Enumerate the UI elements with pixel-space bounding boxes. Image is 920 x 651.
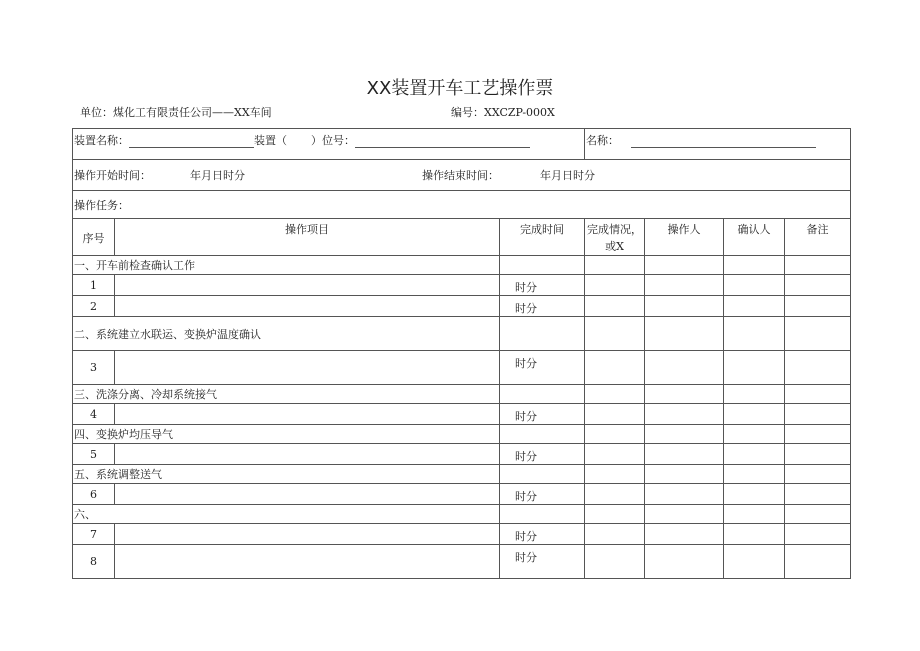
header-seq: 序号: [73, 219, 115, 256]
header-confirmer: 确认人: [724, 219, 785, 256]
unit-label: 单位：煤化工有限责任公司——XX车间: [80, 106, 272, 119]
status-cell[interactable]: [585, 296, 645, 317]
status-cell[interactable]: [585, 351, 645, 385]
header-status: [585, 219, 645, 256]
time-cell: 时分: [500, 444, 585, 465]
note-cell[interactable]: [785, 425, 851, 444]
confirmer-cell[interactable]: [724, 256, 785, 275]
status-cell[interactable]: [585, 465, 645, 484]
table-row: [73, 351, 851, 385]
time-row: [73, 160, 851, 191]
time-cell[interactable]: [500, 505, 585, 524]
device-name-field[interactable]: [129, 136, 254, 148]
note-cell[interactable]: [785, 484, 851, 505]
confirmer-cell[interactable]: [724, 404, 785, 425]
item-cell[interactable]: [115, 296, 500, 317]
section-title: 三、洗涤分离、冷却系统接气: [73, 385, 500, 404]
table-row: [73, 296, 851, 317]
item-cell[interactable]: [115, 351, 500, 385]
confirmer-cell[interactable]: [724, 351, 785, 385]
start-time-value[interactable]: 年月日时分: [190, 169, 245, 182]
operator-cell[interactable]: [645, 444, 724, 465]
table-row: [73, 275, 851, 296]
table-row: [73, 444, 851, 465]
operator-cell[interactable]: [645, 505, 724, 524]
seq-number: 2: [73, 296, 115, 317]
time-cell: 时分: [500, 545, 585, 579]
section-title: 一、开车前检查确认工作: [73, 256, 500, 275]
confirmer-cell[interactable]: [724, 296, 785, 317]
item-cell[interactable]: [115, 275, 500, 296]
task-row: [73, 191, 851, 219]
ticket-number: 编号：XXCZP-000X: [451, 106, 555, 119]
seq-number: 6: [73, 484, 115, 505]
operator-cell[interactable]: [645, 256, 724, 275]
note-cell[interactable]: [785, 317, 851, 351]
table-row: [73, 484, 851, 505]
operator-cell[interactable]: [645, 385, 724, 404]
note-cell[interactable]: [785, 505, 851, 524]
time-cell: [73, 160, 851, 191]
header-item: 操作项目: [115, 219, 500, 256]
status-cell[interactable]: [585, 444, 645, 465]
end-time-value[interactable]: 年月日时分: [540, 169, 595, 182]
operator-cell[interactable]: [645, 524, 724, 545]
end-time-label: 操作结束时间：: [422, 169, 499, 182]
time-cell[interactable]: [500, 425, 585, 444]
item-cell[interactable]: [115, 404, 500, 425]
operator-cell[interactable]: [645, 404, 724, 425]
header-note: 备注: [785, 219, 851, 256]
note-cell[interactable]: [785, 256, 851, 275]
name-cell: [585, 129, 851, 160]
item-cell[interactable]: [115, 484, 500, 505]
table-row: [73, 524, 851, 545]
status-cell[interactable]: [585, 317, 645, 351]
note-cell[interactable]: [785, 351, 851, 385]
note-cell[interactable]: [785, 524, 851, 545]
table-row: [73, 545, 851, 579]
confirmer-cell[interactable]: [724, 545, 785, 579]
time-cell: 时分: [500, 524, 585, 545]
confirmer-cell[interactable]: [724, 275, 785, 296]
section-row: [73, 425, 851, 444]
table-row: [73, 404, 851, 425]
time-cell[interactable]: [500, 465, 585, 484]
confirmer-cell[interactable]: [724, 524, 785, 545]
position-field[interactable]: [355, 136, 530, 148]
section-row: [73, 465, 851, 484]
confirmer-cell[interactable]: [724, 425, 785, 444]
section-title: 二、系统建立水联运、变换炉温度确认: [73, 317, 500, 351]
status-cell[interactable]: [585, 425, 645, 444]
status-cell[interactable]: [585, 524, 645, 545]
status-cell[interactable]: [585, 404, 645, 425]
seq-number: 1: [73, 275, 115, 296]
time-cell[interactable]: [500, 256, 585, 275]
status-cell[interactable]: [585, 505, 645, 524]
section-row: [73, 317, 851, 351]
note-cell[interactable]: [785, 545, 851, 579]
operator-cell[interactable]: [645, 351, 724, 385]
operator-cell[interactable]: [645, 296, 724, 317]
item-cell[interactable]: [115, 444, 500, 465]
status-cell[interactable]: [585, 385, 645, 404]
position-label: ）位号：: [311, 134, 355, 147]
operator-cell[interactable]: [645, 465, 724, 484]
time-cell[interactable]: [500, 317, 585, 351]
time-cell: 时分: [500, 275, 585, 296]
section-row: [73, 505, 851, 524]
device-row: [73, 129, 851, 160]
start-time-label: 操作开始时间：: [74, 169, 151, 182]
note-cell[interactable]: [785, 296, 851, 317]
header-status-line2: 或X: [605, 240, 624, 253]
time-cell: 时分: [500, 484, 585, 505]
status-cell[interactable]: [585, 484, 645, 505]
operator-cell[interactable]: [645, 425, 724, 444]
header-status-line1: 完成情况，: [587, 223, 642, 236]
time-cell: 时分: [500, 404, 585, 425]
confirmer-cell[interactable]: [724, 317, 785, 351]
item-cell[interactable]: [115, 545, 500, 579]
section-title: 六、: [73, 505, 500, 524]
note-cell[interactable]: [785, 385, 851, 404]
time-cell: 时分: [500, 296, 585, 317]
table-header: [73, 219, 851, 256]
note-cell[interactable]: [785, 465, 851, 484]
operator-cell[interactable]: [645, 317, 724, 351]
time-cell: 时分: [500, 351, 585, 385]
name-field[interactable]: [631, 136, 816, 148]
header-operator: 操作人: [645, 219, 724, 256]
seq-number: 7: [73, 524, 115, 545]
seq-number: 4: [73, 404, 115, 425]
item-cell[interactable]: [115, 524, 500, 545]
confirmer-cell[interactable]: [724, 484, 785, 505]
header-time: 完成时间: [500, 219, 585, 256]
device-name-label: 装置名称：: [74, 134, 129, 147]
confirmer-cell[interactable]: [724, 505, 785, 524]
page-title: XX装置开车工艺操作票: [366, 78, 554, 99]
operation-ticket-table: [72, 128, 851, 579]
operator-cell[interactable]: [645, 484, 724, 505]
confirmer-cell[interactable]: [724, 385, 785, 404]
time-cell[interactable]: [500, 385, 585, 404]
seq-number: 3: [73, 351, 115, 385]
note-cell[interactable]: [785, 275, 851, 296]
seq-number: 8: [73, 545, 115, 579]
status-cell[interactable]: [585, 256, 645, 275]
device-cell: [73, 129, 585, 160]
status-cell[interactable]: [585, 275, 645, 296]
section-row: [73, 385, 851, 404]
operator-cell[interactable]: [645, 545, 724, 579]
seq-number: 5: [73, 444, 115, 465]
note-cell[interactable]: [785, 444, 851, 465]
name-label: 名称：: [586, 134, 619, 147]
section-row: [73, 256, 851, 275]
status-cell[interactable]: [585, 545, 645, 579]
section-title: 四、变换炉均压导气: [73, 425, 500, 444]
confirmer-cell[interactable]: [724, 465, 785, 484]
note-cell[interactable]: [785, 404, 851, 425]
task-label: 操作任务：: [73, 191, 851, 219]
section-title: 五、系统调整送气: [73, 465, 500, 484]
operator-cell[interactable]: [645, 275, 724, 296]
confirmer-cell[interactable]: [724, 444, 785, 465]
device-label: 装置（: [254, 134, 287, 147]
